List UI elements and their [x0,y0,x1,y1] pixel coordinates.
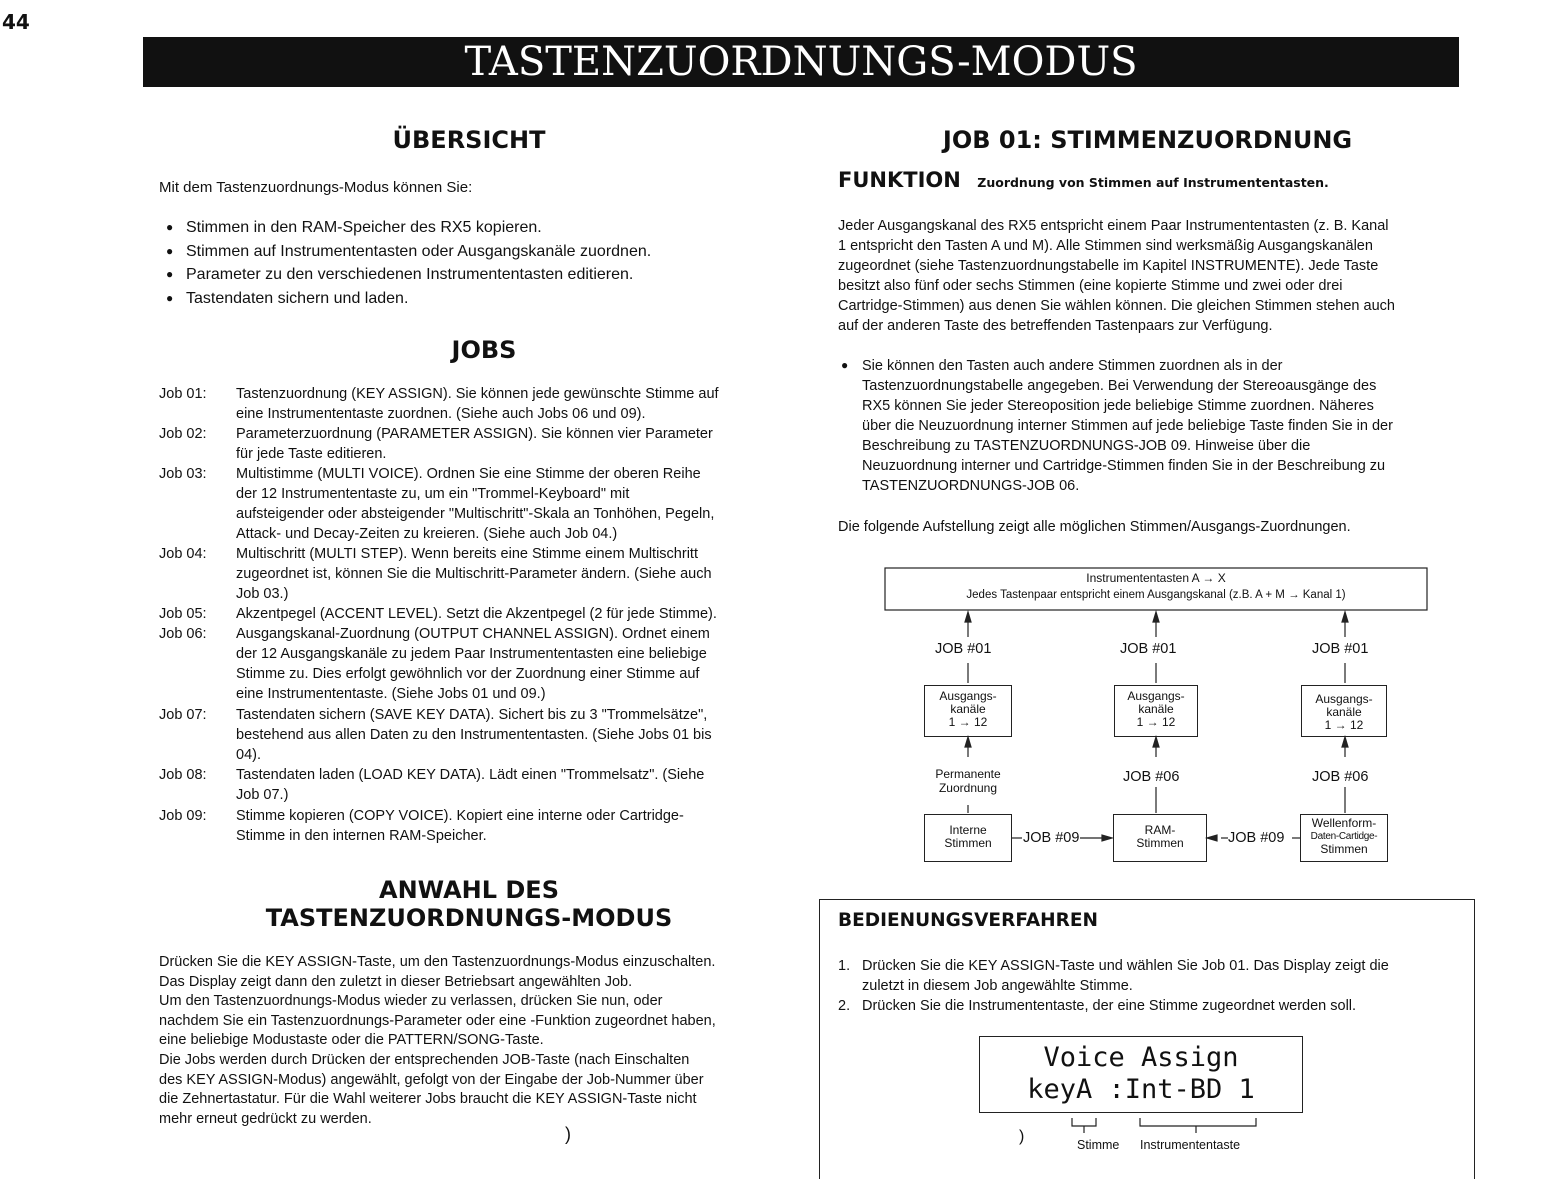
job-label: Job 07: [159,707,207,723]
stray-mark: ) [565,1124,571,1144]
job-line: bestehend aus allen Daten zu den Instrumententasten. (Siehe Jobs 01 bis [236,727,712,743]
key-field-label: Instrumententaste [1140,1138,1241,1152]
job-line: Parameterzuordnung (PARAMETER ASSIGN). Sie können vier Parameter [236,426,713,442]
text-line: RX5 können Sie jeder Stereoposition jede beliebige Stimme zuordnen. Näheres [862,398,1374,414]
job-line: Job 03.) [236,586,289,602]
job-label: Job 08: [159,767,207,783]
job01-paragraph [838,216,1468,336]
text-line: TASTENZUORDNUNGS-JOB 06. [862,478,1080,494]
job-line: Stimme in den internen RAM-Speicher. [236,828,487,844]
heading-line: TASTENZUORDNUNGS-MODUS [265,904,673,932]
permanent-assignment-label [920,767,1016,795]
procedure-heading: BEDIENUNGSVERFAHREN [838,910,1098,931]
job-text [236,765,776,805]
text-line: Das Display zeigt dann den zuletzt in dieser Betriebsart angewählten Job. [159,973,633,990]
lcd-line: keyA :Int-BD 1 [1027,1074,1255,1105]
box-line: Interne [949,823,987,837]
job01-label: JOB #01 [935,641,992,657]
job-text [236,705,776,765]
job-line: Job 07.) [236,787,289,803]
step-text [862,956,1468,996]
text-line: Cartridge-Stimmen) aus denen Sie wählen können. Die gleichen Stimmen stehen auch [838,298,1395,314]
job-text [236,604,776,624]
job-label: Job 09: [159,808,207,824]
job-line: der 12 Ausgangskanäle zu jedem Paar Instrumententasten eine beliebige [236,646,707,662]
text-line: Drücken Sie die Instrumententaste, der eine Stimme zugeordnet werden soll. [862,998,1357,1014]
label-line: Zuordnung [938,781,998,795]
function-label: FUNKTION [838,168,961,192]
waveform-cartridge-voices-box [1300,814,1388,862]
ram-voices-box [1113,814,1207,862]
job-line: Ausgangskanal-Zuordnung (OUTPUT CHANNEL ASSIGN). Ordnet einem [236,626,710,642]
job-text [236,384,776,424]
overview-bullet: ● Parameter zu den verschiedenen Instrumententasten editieren. [162,263,782,287]
job09-label: JOB #09 [1228,830,1285,846]
step-number: 2. [838,998,851,1014]
jobs-heading: JOBS [451,336,517,364]
job-line: der 12 Instrumententaste zu, um ein "Trommel-Keyboard" mit [236,486,630,502]
label-line: Permanente [935,767,1001,781]
job-label: Job 05: [159,606,207,622]
output-channels-box [1301,685,1387,737]
text-line: die Zehnertastatur. Für die Wahl weiterer Jobs braucht die KEY ASSIGN-Taste nicht [159,1091,697,1108]
job09-label: JOB #09 [1023,830,1080,846]
text-line: zuletzt in diesem Job angewählte Stimme. [862,978,1133,994]
job-line: Stimme zu. Dies erfolgt gewöhnlich vor der Zuordnung einer Stimme auf [236,666,700,682]
text-line: Sie können den Tasten auch andere Stimmen zuordnen als in der [862,358,1283,374]
job-line: eine Instrumententaste zuordnen. (Siehe auch Jobs 06 und 09). [236,406,646,422]
job06-label: JOB #06 [1312,769,1369,785]
job06-label: JOB #06 [1123,769,1180,785]
box-line: 1 → 12 [1136,715,1176,729]
box-line: Stimmen [944,836,992,850]
output-channels-box [1114,685,1198,737]
job-line: Tastendaten laden (LOAD KEY DATA). Lädt einen "Trommelsatz". (Siehe [236,767,705,783]
overview-heading: ÜBERSICHT [392,126,546,154]
box-line: Stimmen [1136,836,1184,850]
text-line: über die Neuzuordnung interner Stimmen auf jede beliebige Taste finden Sie in der [862,418,1393,434]
text-line: Beschreibung zu TASTENZUORDNUNGS-JOB 09. Hinweise über die [862,438,1311,454]
text-line: des KEY ASSIGN-Modus) angewählt, gefolgt von der Eingabe der Job-Nummer über [159,1071,704,1088]
box-line: Ausgangs- [1127,689,1185,703]
procedure-step [838,956,1468,996]
job-line: Akzentpegel (ACCENT LEVEL). Setzt die Akzentpegel (2 für jede Stimme). [236,606,717,622]
box-line: 1 → 12 [1324,718,1364,732]
bullet-dot: ● [841,358,849,372]
job01-bullet [862,356,1472,496]
job-line: Stimme kopieren (COPY VOICE). Kopiert eine interne oder Cartridge- [236,808,684,824]
select-mode-heading [159,876,779,932]
box-line: Ausgangs- [1315,692,1373,706]
job-line: zugeordnet ist, können Sie die Multischritt-Parameter ändern. (Siehe auch [236,566,712,582]
job01-label: JOB #01 [1312,641,1369,657]
select-mode-text [159,953,799,1129]
box-line: 1 → 12 [948,715,988,729]
step-text [862,996,1468,1016]
job-line: Multischritt (MULTI STEP). Wenn bereits eine Stimme einem Multischritt [236,546,698,562]
job-line: Tastenzuordnung (KEY ASSIGN). Sie können jede gewünschte Stimme auf [236,386,719,402]
job-label: Job 04: [159,546,207,562]
procedure-step [838,996,1468,1016]
text-line: Die Jobs werden durch Drücken der entsprechenden JOB-Taste (nach Einschalten [159,1051,690,1068]
job01-paragraph-2: Die folgende Aufstellung zeigt alle möglichen Stimmen/Ausgangs-Zuordnungen. [838,519,1351,535]
text-line: eine beliebige Modustaste oder die PATTERN/SONG-Taste. [159,1032,544,1049]
text-line: Drücken Sie die KEY ASSIGN-Taste, um den Tastenzuordnungs-Modus einzuschalten. [159,954,716,970]
text-line: 1 entspricht den Tasten A und M). Alle Stimmen sind werksmäßig Ausgangskanälen [838,238,1373,254]
stray-mark: ) [1019,1128,1025,1145]
text-line: besitzt also fünf oder sechs Stimmen (eine kopierte Stimme und zwei oder drei [838,278,1343,294]
keys-box-line2: Jedes Tastenpaar entspricht einem Ausgangskanal (z.B. A + M → Kanal 1) [966,589,1346,601]
internal-voices-box [924,814,1012,862]
text-line: Um den Tastenzuordnungs-Modus wieder zu verlassen, drücken Sie nun, oder [159,993,663,1010]
box-line: Stimmen [1320,842,1368,856]
overview-bullet: ● Stimmen in den RAM-Speicher des RX5 kopieren. [162,216,782,240]
job-line: 04). [236,747,261,763]
step-number: 1. [838,958,851,974]
job-line: für jede Taste editieren. [236,446,387,462]
job-label: Job 01: [159,386,207,402]
text-line: Drücken Sie die KEY ASSIGN-Taste und wählen Sie Job 01. Das Display zeigt die [862,958,1389,974]
voice-field-label: Stimme [1077,1138,1120,1152]
lcd-line: Voice Assign [1043,1042,1239,1073]
text-line: Neuzuordnung interner und Cartridge-Stimmen finden Sie in der Beschreibung zu [862,458,1386,474]
text-line: nachdem Sie ein Tastenzuordnungs-Parameter oder eine -Funktion zugeordnet haben, [159,1012,716,1029]
job-label: Job 06: [159,626,207,642]
job-label: Job 03: [159,466,207,482]
page-title: TASTENZUORDNUNGS-MODUS [143,37,1459,87]
text-line: Tastenzuordnungstabelle angegeben. Bei Verwendung der Stereoausgänge des [862,378,1377,394]
overview-intro: Mit dem Tastenzuordnungs-Modus können Sie: [159,179,473,196]
job-text [236,806,776,846]
job-line: eine Instrumententaste. (Siehe Jobs 01 und 09.) [236,686,546,702]
box-line: kanäle [950,702,986,716]
job-line: Multistimme (MULTI VOICE). Ordnen Sie eine Stimme der oberen Reihe [236,466,701,482]
function-line [838,168,1478,192]
function-text: Zuordnung von Stimmen auf Instrumententasten. [977,175,1329,190]
box-line: RAM- [1144,823,1176,837]
job01-heading: JOB 01: STIMMENZUORDNUNG [942,126,1353,154]
box-line: Daten-Cartidge- [1310,831,1378,842]
job-line: aufsteigender oder absteigender "Multischritt"-Skala an Tonhöhen, Pegeln, [236,506,715,522]
job-text [236,424,776,464]
voice-assignment-diagram [880,565,1440,875]
output-channels-box [924,685,1012,737]
box-line: kanäle [1138,702,1174,716]
text-line: Jeder Ausgangskanal des RX5 entspricht einem Paar Instrumententasten (z. B. Kanal [838,218,1389,234]
box-line: Ausgangs- [939,689,997,703]
overview-bullet: ● Tastendaten sichern und laden. [162,287,782,311]
text-line: zugeordnet (siehe Tastenzuordnungstabelle im Kapitel INSTRUMENTE). Jede Taste [838,258,1379,274]
lcd-display [979,1036,1303,1113]
job-text [236,544,776,604]
box-line: Wellenform- [1311,816,1377,830]
page-number: 44 [2,10,30,34]
overview-bullet: ● Stimmen auf Instrumententasten oder Ausgangskanäle zuordnen. [162,240,782,264]
heading-line: ANWAHL DES [379,876,559,904]
job-label: Job 02: [159,426,207,442]
job01-label: JOB #01 [1120,641,1177,657]
job-line: Tastendaten sichern (SAVE KEY DATA). Sichert bis zu 3 "Trommelsätze", [236,707,708,723]
text-line: auf der anderen Taste des betreffenden Tastenpaars zur Verfügung. [838,318,1273,334]
overview-bullet-list [162,216,782,310]
job-line: Attack- und Decay-Zeiten zu kreieren. (Siehe auch Job 04.) [236,526,618,542]
keys-box-line1: Instrumententasten A → X [1086,571,1226,585]
text-line: mehr erneut gedrückt zu werden. [159,1110,372,1127]
job-text [236,464,776,544]
box-line: kanäle [1326,705,1362,719]
job-text [236,624,776,704]
